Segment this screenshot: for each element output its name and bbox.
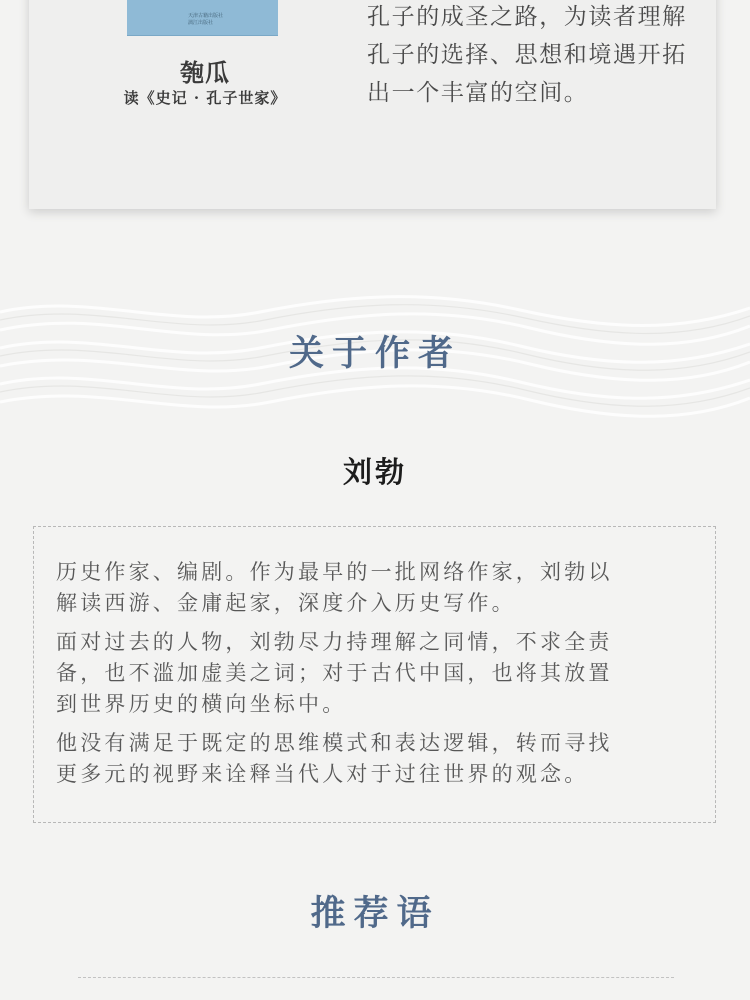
section-divider xyxy=(78,977,674,978)
bio-paragraph xyxy=(56,728,706,790)
cover-imprint-line: 天津古籍出版社 xyxy=(188,13,224,19)
author-bio-box xyxy=(33,526,716,823)
bio-line: 他没有满足于既定的思维模式和表达逻辑，转而寻找 xyxy=(56,731,613,755)
book-description xyxy=(367,0,727,106)
bio-line: 更多元的视野来诠释当代人对于过往世界的观念。 xyxy=(56,762,589,786)
book-description-line: 孔子的成圣之路，为读者理解 xyxy=(367,4,687,30)
cover-imprint-line: 漓江出版社 xyxy=(188,20,214,26)
about-author-heading: 关于作者 xyxy=(288,333,461,374)
book-author: 匏瓜 xyxy=(180,58,230,87)
book-description-line: 孔子的选择、思想和境遇开拓 xyxy=(367,42,687,68)
book-title: 读《史记 · 孔子世家》 xyxy=(123,89,287,107)
author-name: 刘勃 xyxy=(342,455,407,489)
book-description-line: 出一个丰富的空间。 xyxy=(367,80,589,106)
bio-line: 到世界历史的横向坐标中。 xyxy=(56,692,347,716)
cover-imprint xyxy=(188,13,228,27)
bio-line: 历史作家、编剧。作为最早的一批网络作家，刘勃以 xyxy=(56,560,613,584)
bio-line: 解读西游、金庸起家，深度介入历史写作。 xyxy=(56,591,516,615)
bio-line: 备，也不滥加虚美之词；对于古代中国，也将其放置 xyxy=(56,661,613,685)
bio-line: 面对过去的人物，刘勃尽力持理解之同情，不求全责 xyxy=(56,630,613,654)
bio-paragraph xyxy=(56,627,706,720)
bio-paragraph xyxy=(56,557,706,619)
author-bio-text xyxy=(56,557,706,798)
book-cover-image[interactable] xyxy=(127,0,278,36)
book-card[interactable] xyxy=(29,0,716,209)
recommendation-heading: 推荐语 xyxy=(310,893,440,934)
